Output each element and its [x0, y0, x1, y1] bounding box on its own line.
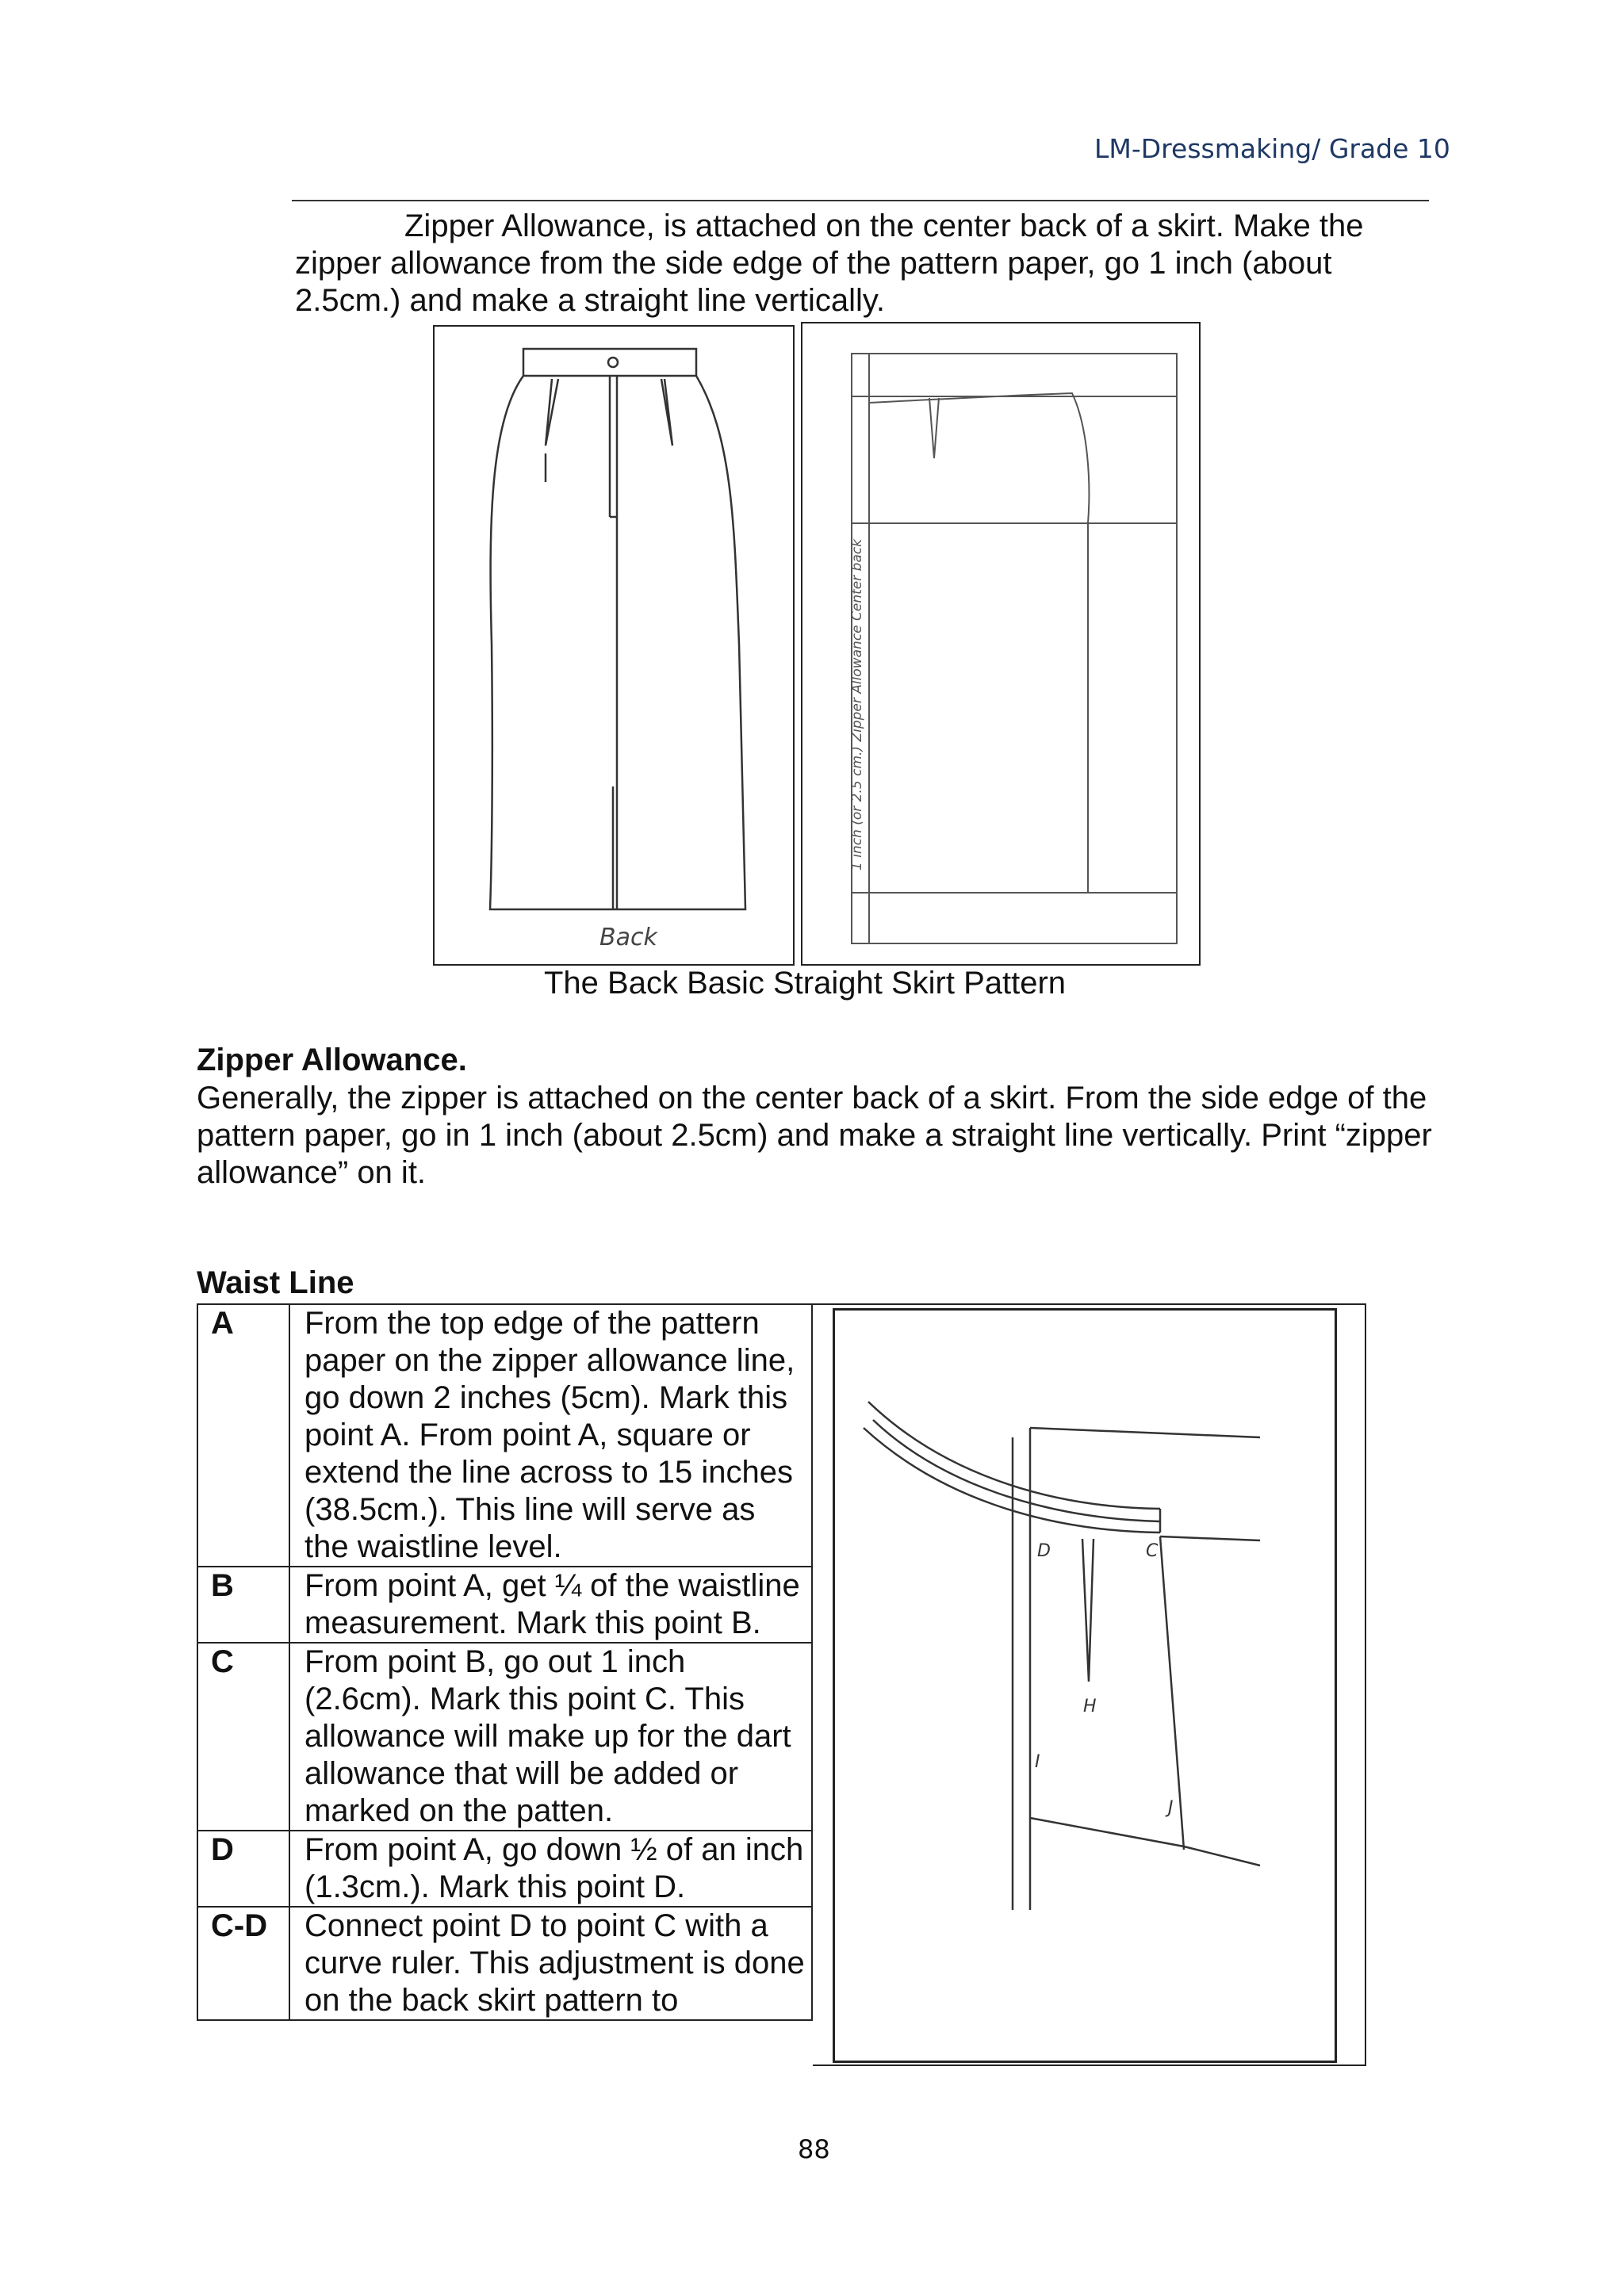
zipper-allowance-note: 1 inch (or 2.5 cm.) Zipper Allowance Center back [849, 538, 865, 871]
waistline-drawing [835, 1311, 1335, 2061]
back-skirt-drawing [435, 327, 793, 964]
point-d-label: D [1037, 1541, 1051, 1561]
zipper-allowance-heading: Zipper Allowance. [197, 1043, 467, 1077]
waist-line-steps-table [197, 1303, 813, 2021]
header-divider [292, 200, 1429, 201]
step-label: A [197, 1304, 289, 1567]
step-label: C [197, 1643, 289, 1831]
step-text: From the top edge of the pattern paper on the zipper allowance line, go down 2 inches (5cm). Mark this point A. From point A, square or extend the line across to 15 inches (38.5cm.). This line will serve as the waistline level. [289, 1304, 812, 1567]
back-pattern-drawing [802, 323, 1199, 964]
point-c-label: C [1146, 1541, 1159, 1561]
waistline-figure [833, 1308, 1337, 2063]
step-text: From point A, get ¼ of the waistline measurement. Mark this point B. [289, 1567, 812, 1643]
table-row [197, 1907, 812, 2020]
step-text: Connect point D to point C with a curve ruler. This adjustment is done on the back skirt pattern to [289, 1907, 812, 2020]
table-row [197, 1643, 812, 1831]
point-h-label: H [1083, 1697, 1097, 1716]
point-i-label: I [1035, 1752, 1040, 1772]
back-label: Back [599, 924, 657, 951]
running-header: LM-Dressmaking/ Grade 10 [1094, 133, 1450, 164]
page-number: 88 [798, 2134, 830, 2164]
figure-caption: The Back Basic Straight Skirt Pattern [544, 966, 1067, 1001]
back-skirt-illustration [433, 325, 795, 966]
intro-paragraph [295, 208, 1413, 320]
table-row [197, 1831, 812, 1907]
back-pattern-draft [801, 322, 1201, 966]
point-j-label: J [1168, 1798, 1174, 1818]
table-row [197, 1304, 812, 1567]
step-label: D [197, 1831, 289, 1907]
waist-line-heading: Waist Line [197, 1265, 354, 1300]
step-text: From point B, go out 1 inch (2.6cm). Mark this point C. This allowance will make up for the dart allowance that will be added or marked on the patten. [289, 1643, 812, 1831]
step-label: B [197, 1567, 289, 1643]
zipper-allowance-paragraph: Generally, the zipper is attached on the center back of a skirt. From the side edge of the pattern paper, go in 1 inch (about 2.5cm) and make a straight line vertically. Print “zipper allowance” on it. [197, 1081, 1432, 1190]
step-label: C-D [197, 1907, 289, 2020]
intro-text: Zipper Allowance, is attached on the center back of a skirt. Make the zipper allowance from the side edge of the pattern paper, go 1 inch (about 2.5cm.) and make a straight line vertically. [295, 209, 1364, 318]
table-row [197, 1567, 812, 1643]
step-text: From point A, go down ½ of an inch (1.3cm.). Mark this point D. [289, 1831, 812, 1907]
